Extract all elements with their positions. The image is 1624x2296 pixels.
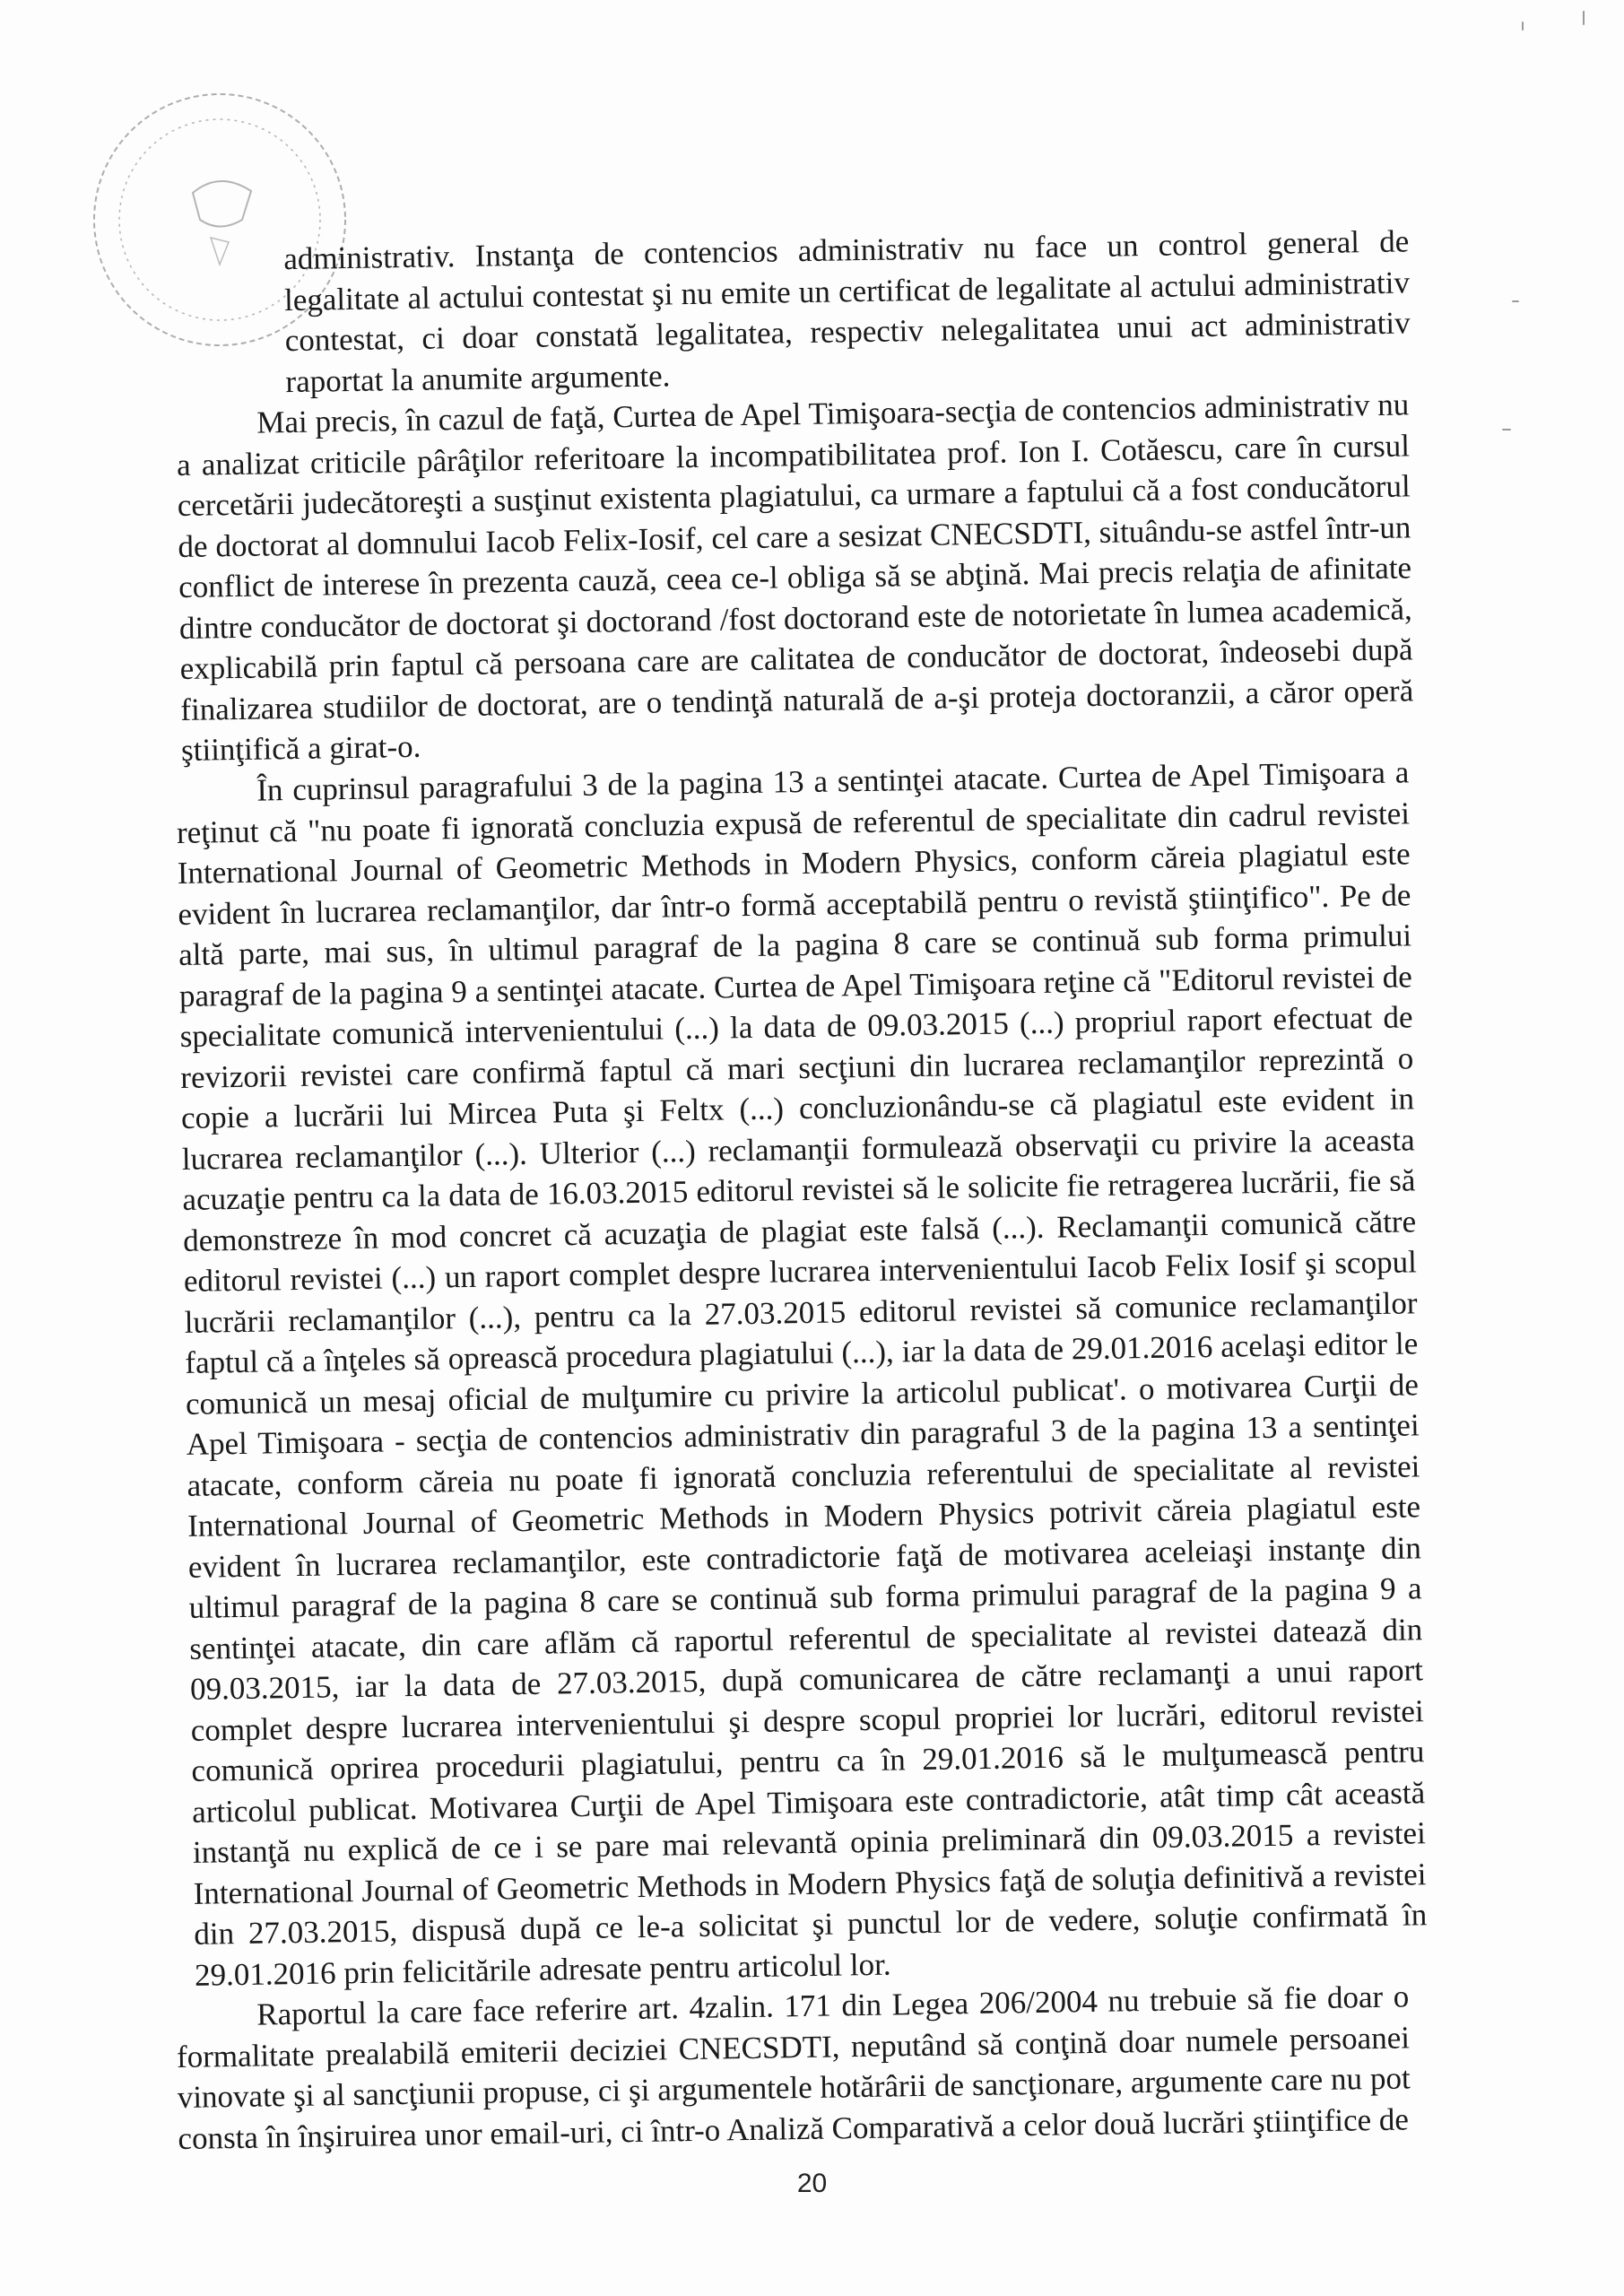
paragraph-3: În cuprinsul paragrafului 3 de la pagina 13 a sentinţei atacate. Curtea de Apel Timişoara a reţinut că "nu poate fi ignorată concluzia expusă de referentul de specialitate din cadrul revistei International Journal of Geometric Methods in Modern Physics, conform căreia plagiatul este evident în lucrarea reclamanţilor, dar într-o formă acceptabilă pentru o revistă ştiinţifico". Pe de altă parte, mai sus, în ultimul paragraf de la pagina 8 care se continuă sub forma primului paragraf de la pagina 9 a sentinţei atacate. Curtea de Apel Timişoara reţine că "Editorul revistei de specialitate comunică intervenientului (...) la data de 09.03.2015 (...) propriul raport efectuat de revizorii revistei care confirmă faptul că mari secţiuni din lucrarea reclamanţilor reprezintă o copie a lucrării lui Mircea Puta şi Feltx (...) concluzionându-se că plagiatul este evident in lucrarea reclamanţilor (...). Ulterior (...) reclamanţii formulează observaţii cu privire la aceasta acuzaţie pentru ca la data de 16.03.2015 editorul revistei să le solicite fie retragerea lucrării, fie să demonstreze în mod concret că acuzaţia de plagiat este falsă (...). Reclamanţii comunică către editorul revistei (...) un raport complet despre lucrarea intervenientului Iacob Felix Iosif şi scopul lucrării reclamanţilor (...), pentru ca la 27.03.2015 editorul revistei să comunice reclamanţilor faptul că a înţeles să oprească procedura plagiatului (...), iar la data de 29.01.2016 acelaşi editor le comunică un mesaj oficial de mulţumire cu privire la articolul publicat'. o motivarea Curţii de Apel Timişoara - secţia de contencios administrativ din paragraful 3 de la pagina 13 a sentinţei atacate, conform căreia nu poate fi ignorată concluzia referentului de specialitate al revistei International Journal of Geometric Methods in Modern Physics potrivit căreia plagiatul este evident în lucrarea reclamanţilor, este contradictorie faţă de motivarea aceleiaşi instanţe din ultimul paragraf de la pagina 8 care se continuă sub forma primului paragraf de la pagina 9 a sentinţei atacate, din care aflăm că raportul referentul de specialitate al revistei datează din 09.03.2015, iar la data de 27.03.2015, după comunicarea de către reclamanţi a unui raport complet despre lucrarea intervenientului şi despre scopul propriei lor lucrări, editorul revistei comunică oprirea procedurii plagiatului, pentru ca în 29.01.2016 să le mulţumească pentru articolul publicat. Motivarea Curţii de Apel Timişoara este contradictorie, atât timp cât această instanţă nu explică de ce i se pare mai relevantă opinia preliminară din 09.03.2015 a revistei International Journal of Geometric Methods in Modern Physics faţă de soluţia definitivă a revistei din 27.03.2015, dispusă după ce le-a solicitat şi punctul lor de vedere, soluţie confirmată în 29.01.2016 prin felicitările adresate pentru articolul lor. [176, 753, 1428, 1992]
paragraph-4: Raportul la care face referire art. 4zalin. 171 din Legea 206/2004 nu trebuie să fie doar o formalitate prealabilă emiterii deciziei CNECSDTI, neputând să conţină doar numele persoanei vinovate şi al sancţiunii propuse, ci şi argumentele hotărârii de sancţionare, argumente care nu pot consta în înşiruirea unor email-uri, ci într-o Analiză Comparativă a celor două lucrări ştiinţifice de [176, 1978, 1411, 2155]
scan-speck [1512, 300, 1519, 302]
paragraph-2: Mai precis, în cazul de faţă, Curtea de Apel Timişoara-secţia de contencios administrativ nu a analizat criticile pârâţilor referitoare la incompatibilitatea prof. Ion I. Cotăescu, care în cursul cercetării judecătoreşti a susţinut existenta plagiatului, ca urmare a faptului că a fost conducătorul de doctorat al domnului Iacob Felix-Iosif, cel care a sesizat CNECSDTI, situându-se astfel într-un conflict de interese în prezenta cauză, ceea ce-l obliga să se abţină. Mai precis relaţia de afinitate dintre conducător de doctorat şi doctorand /fost doctorand este de notorietate în lumea academică, explicabilă prin faptul că persoana care are calitatea de conducător de doctorat, îndeosebi după finalizarea studiilor de doctorat, are o tendinţă naturală de a-şi proteja doctoranzii, a căror operă ştiinţifică a girat-o. [176, 387, 1414, 768]
page-number: 20 [796, 2169, 828, 2198]
scan-speck [1522, 22, 1524, 30]
paragraph-1: administrativ. Instanţa de contencios administrativ nu face un control general de legalitate al actului contestat şi nu emite un certificat de legalitate al actului administrativ contestat, ci doar constată legalitatea, respectiv nelegalitatea unui act administrativ raportat la anumite argumente. [283, 223, 1411, 399]
document-body [176, 223, 1428, 2159]
scan-speck [1583, 11, 1585, 25]
scan-speck [1502, 429, 1511, 430]
